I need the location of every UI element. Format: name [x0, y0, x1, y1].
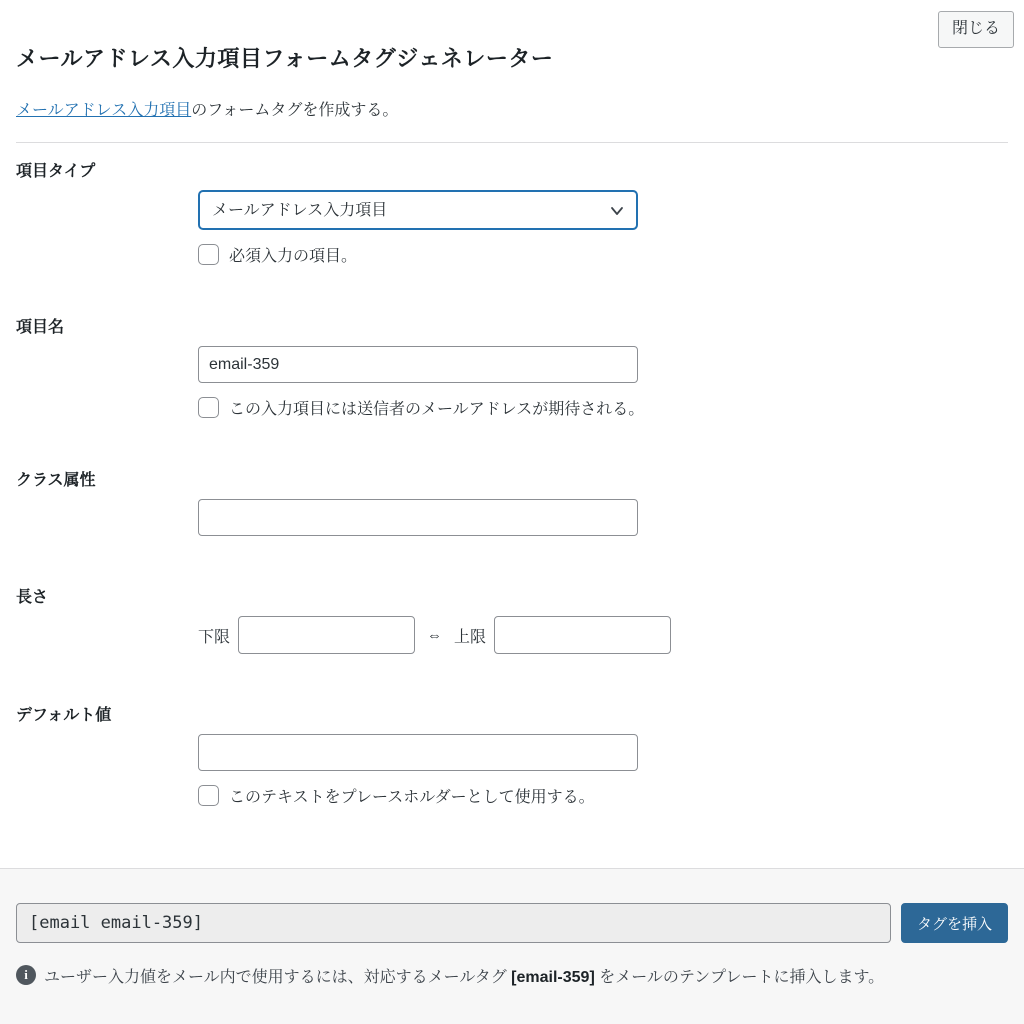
max-length-label: 上限 — [454, 628, 487, 646]
tag-type-label: 項目タイプ — [16, 163, 96, 180]
akismet-author-email-checkbox[interactable] — [198, 397, 219, 418]
close-button[interactable]: 閉じる — [938, 11, 1014, 48]
tag-generator-form — [0, 143, 1024, 807]
class-label: クラス属性 — [16, 472, 96, 489]
mail-tag-hint-text: ユーザー入力値をメール内で使用するには、対応するメールタグ [email-359] をメールのテンプレートに挿入します。 — [44, 969, 885, 986]
default-value-input[interactable] — [198, 734, 638, 771]
tag-type-select[interactable] — [198, 190, 638, 230]
tag-type-doc-link[interactable]: メールアドレス入力項目 — [16, 102, 192, 119]
class-input[interactable] — [198, 499, 638, 536]
name-input[interactable] — [198, 346, 638, 383]
name-label: 項目名 — [16, 319, 65, 336]
use-placeholder-checkbox[interactable] — [198, 785, 219, 806]
min-length-label: 下限 — [198, 628, 231, 646]
info-icon: i — [16, 965, 36, 985]
page-title: メールアドレス入力項目フォームタグジェネレーター — [16, 46, 554, 71]
field-row-tag-type — [16, 156, 1008, 266]
intro-suffix: のフォームタグを作成する。 — [191, 102, 399, 119]
field-row-default — [16, 700, 1008, 807]
insert-tag-button[interactable]: タグを挿入 — [901, 903, 1008, 943]
intro-text — [16, 97, 1008, 143]
required-checkbox[interactable] — [198, 244, 219, 265]
insert-box — [0, 868, 1024, 1024]
placeholder-checkbox-row[interactable] — [198, 784, 595, 807]
max-length-input[interactable] — [494, 616, 671, 654]
length-label: 長さ — [16, 589, 49, 606]
required-checkbox-row[interactable] — [198, 243, 357, 266]
field-row-name — [16, 312, 1008, 419]
mail-tag-hint — [16, 964, 1008, 987]
default-value-label: デフォルト値 — [16, 707, 112, 724]
field-row-length — [16, 582, 1008, 654]
required-checkbox-label[interactable]: 必須入力の項目。 — [229, 248, 358, 265]
placeholder-checkbox-label[interactable]: このテキストをプレースホルダーとして使用する。 — [229, 789, 595, 806]
field-row-class — [16, 465, 1008, 536]
min-length-input[interactable] — [238, 616, 415, 654]
mail-tag-code: [email-359] — [511, 969, 595, 986]
generated-tag-output[interactable] — [16, 903, 891, 943]
akismet-checkbox-row[interactable] — [198, 396, 644, 419]
length-separator: ⇔ — [427, 626, 443, 644]
akismet-checkbox-label[interactable]: この入力項目には送信者のメールアドレスが期待される。 — [229, 401, 645, 418]
dialog-header — [0, 0, 1024, 143]
